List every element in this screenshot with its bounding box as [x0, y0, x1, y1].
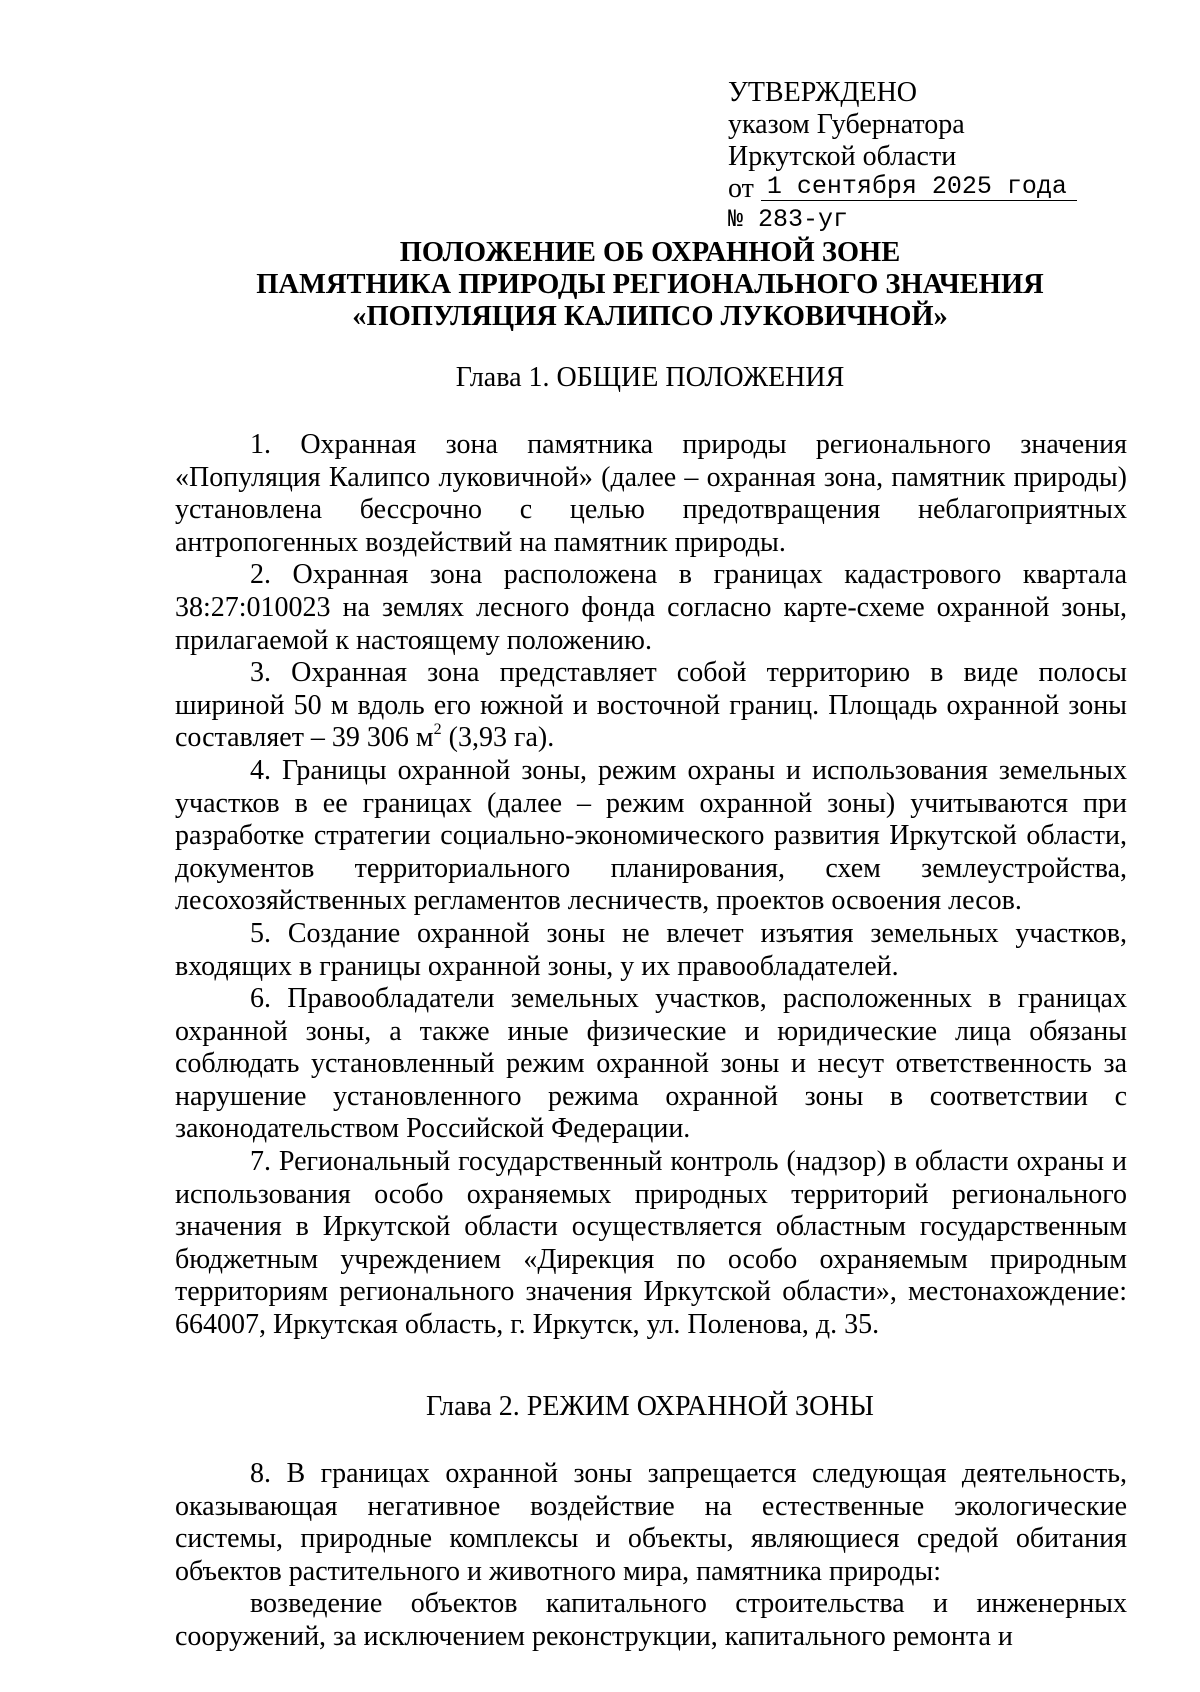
- approval-region: Иркутской области: [728, 141, 957, 172]
- document-title: [200, 237, 1100, 333]
- approval-date: 1 сентября 2025 года: [761, 174, 1077, 201]
- title-line-1: ПОЛОЖЕНИЕ ОБ ОХРАННОЙ ЗОНЕ: [399, 237, 901, 268]
- paragraph-3-area: (3,93 га).: [441, 722, 555, 754]
- paragraph-2: 2. Охранная зона расположена в границах кадастрового квартала 38:27:010023 на землях лесного фонда согласно карте-схеме охранной зоны, прилагаемой к настоящему положению.: [175, 559, 1127, 656]
- chapter-1-heading: Глава 1. ОБЩИЕ ПОЛОЖЕНИЯ: [455, 362, 845, 393]
- approval-date-row: [728, 173, 1068, 205]
- approval-number: № 283-уг: [728, 205, 849, 234]
- chapter-1-body: [175, 429, 1127, 1342]
- paragraph-6: 6. Правообладатели земельных участков, расположенных в границах охранной зоны, а также иные физические и юридические лица обязаны соблюдать установленный режим охранной зоны и несут ответственность за нарушение установленного режима охранной зоны в соответствии с законодательством Российской Федерации.: [175, 983, 1127, 1145]
- approval-authority: указом Губернатора: [728, 109, 965, 140]
- approval-block: [728, 77, 1068, 233]
- approval-date-prefix: от: [728, 173, 754, 204]
- title-line-2: ПАМЯТНИКА ПРИРОДЫ РЕГИОНАЛЬНОГО ЗНАЧЕНИЯ: [256, 269, 1044, 300]
- paragraph-8-item: возведение объектов капитального строительства и инженерных сооружений, за исключением реконструкции, капитального ремонта и: [175, 1588, 1127, 1652]
- paragraph-7: 7. Региональный государственный контроль (надзор) в области охраны и использования особо охраняемых природных территорий регионального значения в Иркутской области осуществляется областным государственным бюджетным учреждением «Дирекция по особо охраняемым природным территориям регионального значения Иркутской области», местонахождение: 664007, Иркутская область, г. Иркутск, ул. Поленова, д. 35.: [175, 1146, 1127, 1341]
- paragraph-3: [175, 657, 1127, 755]
- title-line-3: «ПОПУЛЯЦИЯ КАЛИПСО ЛУКОВИЧНОЙ»: [352, 301, 948, 332]
- paragraph-8: 8. В границах охранной зоны запрещается следующая деятельность, оказывающая негативное воздействие на естественные экологические системы, природные комплексы и объекты, являющиеся средой обитания объектов растительного и животного мира, памятника природы:: [175, 1458, 1127, 1587]
- approval-status: УТВЕРЖДЕНО: [728, 77, 918, 108]
- chapter-2-body: [175, 1458, 1127, 1654]
- paragraph-5: 5. Создание охранной зоны не влечет изъятия земельных участков, входящих в границы охранной зоны, у их правообладателей.: [175, 917, 1127, 982]
- paragraph-1: 1. Охранная зона памятника природы регионального значения «Популяция Калипсо луковичной» (далее – охранная зона, памятник природы) установлена бессрочно с целью предотвращения неблагоприятных антропогенных воздействий на памятник природы.: [175, 429, 1127, 558]
- square-meter-superscript: 2: [433, 721, 442, 739]
- paragraph-4: 4. Границы охранной зоны, режим охраны и использования земельных участков в ее границах (далее – режим охранной зоны) учитываются при разработке стратегии социально-экономического развития Иркутской области, документов территориального планирования, схем землеустройства, лесохозяйственных регламентов лесничеств, проектов освоения лесов.: [175, 754, 1127, 917]
- chapter-2-heading: Глава 2. РЕЖИМ ОХРАННОЙ ЗОНЫ: [426, 1391, 874, 1422]
- paragraph-3-text: 3. Охранная зона представляет собой территорию в виде полосы шириной 50 м вдоль его южной и восточной границ. Площадь охранной зоны составляет – 39 306 м: [175, 657, 1127, 754]
